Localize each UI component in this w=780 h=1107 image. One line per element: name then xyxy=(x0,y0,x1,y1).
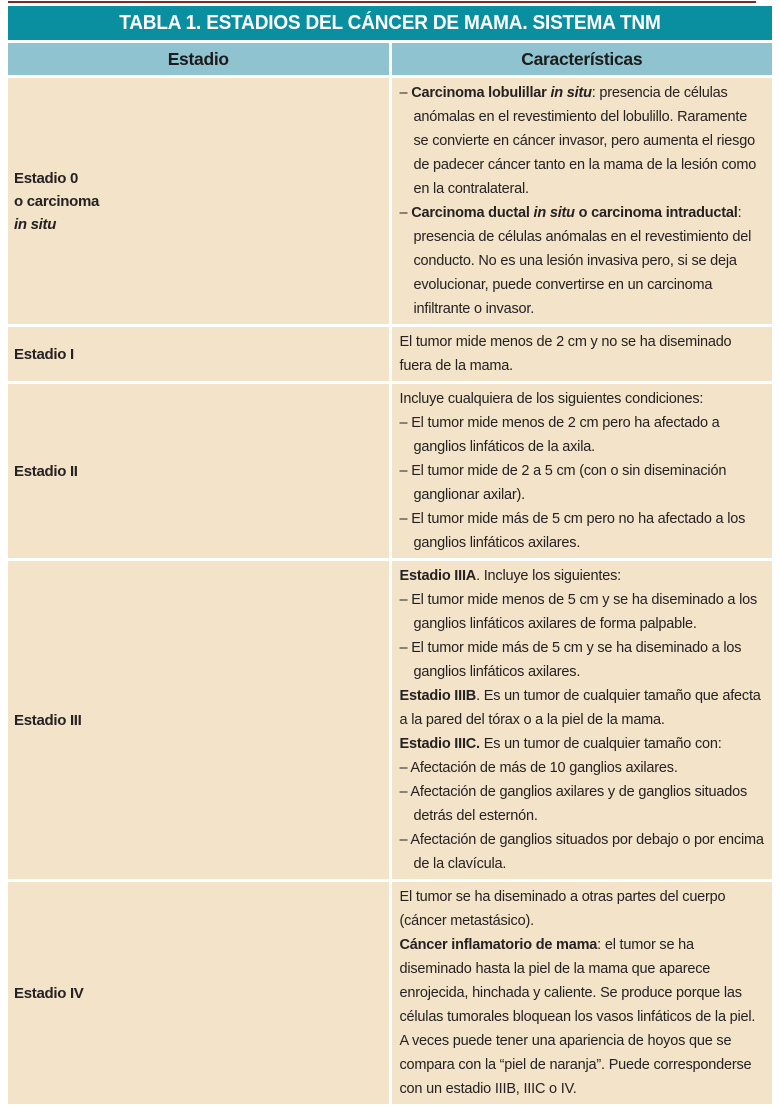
characteristics-cell xyxy=(392,561,773,879)
table-header-row xyxy=(8,43,772,75)
bullet-item xyxy=(400,459,765,507)
table-row xyxy=(8,384,772,558)
table-body xyxy=(8,6,772,1104)
bullet-item xyxy=(400,828,765,876)
text-run: . Incluye los siguientes: xyxy=(476,568,621,584)
paragraph xyxy=(400,933,765,1101)
text-run: – xyxy=(399,205,412,221)
table-row xyxy=(8,561,772,879)
paragraph xyxy=(400,564,765,588)
text-run: – Afectación de ganglios situados por debajo o por encima de la clavícula. xyxy=(399,832,764,872)
text-run: Estadio I xyxy=(14,345,74,363)
text-run: Cáncer inflamatorio de mama xyxy=(399,937,598,953)
bullet-item xyxy=(400,636,765,684)
characteristics-cell xyxy=(392,327,773,381)
stage-label xyxy=(14,213,387,236)
text-run: Estadio II xyxy=(14,462,78,480)
text-run: El tumor mide menos de 2 cm y no se ha diseminado fuera de la mama. xyxy=(399,334,732,374)
text-run: Estadio IV xyxy=(14,984,84,1002)
table-title-cell xyxy=(8,6,772,40)
stage-label xyxy=(14,167,387,190)
text-run: in situ xyxy=(550,85,592,101)
table-row xyxy=(8,78,772,324)
text-run: : presencia de células anómalas en el revestimiento del conducto. No es una lesión invasiva pero, si se deja evolucionar, puede convertirse en un carcinoma infiltrante o invasor. xyxy=(413,205,752,317)
text-run: Estadio IIIA xyxy=(399,568,477,584)
bullet-item xyxy=(400,588,765,636)
text-run: in situ xyxy=(533,205,575,221)
bullet-item xyxy=(400,201,765,321)
text-run: Incluye cualquiera de los siguientes condiciones: xyxy=(399,391,704,407)
bullet-item xyxy=(400,411,765,459)
text-run: Estadio IIIB xyxy=(399,688,477,704)
text-run: Es un tumor de cualquier tamaño con: xyxy=(479,736,722,752)
bullet-item xyxy=(400,81,765,201)
paragraph xyxy=(400,732,765,756)
text-run: Carcinoma ductal xyxy=(411,205,534,221)
bullet-item xyxy=(400,780,765,828)
paragraph xyxy=(400,387,765,411)
text-run: – El tumor mide menos de 2 cm pero ha afectado a ganglios linfáticos de la axila. xyxy=(399,415,720,455)
stage-label xyxy=(14,460,387,483)
text-run: – El tumor mide más de 5 cm y se ha diseminado a los ganglios linfáticos axilares. xyxy=(399,640,742,680)
text-run: in situ xyxy=(14,215,57,233)
stage-cell xyxy=(8,561,389,879)
table-title: TABLA 1. ESTADIOS DEL CÁNCER DE MAMA. SISTEMA TNM xyxy=(119,11,661,34)
stage-label xyxy=(14,190,387,213)
text-run: – El tumor mide más de 5 cm pero no ha afectado a los ganglios linfáticos axilares. xyxy=(399,511,746,551)
text-run: : el tumor se ha diseminado hasta la piel de la mama que aparece enrojecida, hinchada y caliente. Se produce porque las células tumorales bloquean los vasos linfáticos de la piel. A veces puede tener una apariencia de hoyos que se compara con la “piel de naranja”. Puede corresponderse con un estadio IIIB, IIIC o IV. xyxy=(399,937,756,1097)
text-run: – Afectación de más de 10 ganglios axilares. xyxy=(399,760,678,776)
paragraph xyxy=(400,684,765,732)
stage-cell xyxy=(8,327,389,381)
text-run: Estadio IIIC. xyxy=(399,736,480,752)
text-run: – Afectación de ganglios axilares y de ganglios situados detrás del esternón. xyxy=(399,784,748,824)
stage-label xyxy=(14,709,387,732)
text-run: El tumor se ha diseminado a otras partes del cuerpo (cáncer metastásico). xyxy=(399,889,726,929)
stage-cell xyxy=(8,78,389,324)
text-run: – El tumor mide menos de 5 cm y se ha diseminado a los ganglios linfáticos axilares de forma palpable. xyxy=(399,592,758,632)
characteristics-cell xyxy=(392,78,773,324)
text-run: : presencia de células anómalas en el revestimiento del lobulillo. Raramente se convierte en cáncer invasor, pero aumenta el riesgo de padecer cáncer tanto en la mama de la lesión como en la contralateral. xyxy=(413,85,757,197)
characteristics-cell xyxy=(392,384,773,558)
text-run: Carcinoma lobulillar xyxy=(411,85,551,101)
text-run: – El tumor mide de 2 a 5 cm (con o sin diseminación ganglionar axilar). xyxy=(399,463,727,503)
column-header-estadio: Estadio xyxy=(8,43,389,75)
text-run: . Es un tumor de cualquier tamaño que afecta a la pared del tórax o a la piel de la mama. xyxy=(399,688,761,728)
tnm-staging-table xyxy=(5,3,775,1107)
table-row xyxy=(8,882,772,1104)
column-header-caracteristicas: Características xyxy=(392,43,773,75)
stage-label xyxy=(14,982,387,1005)
paragraph xyxy=(400,885,765,933)
table-row xyxy=(8,327,772,381)
stage-cell xyxy=(8,882,389,1104)
characteristics-cell xyxy=(392,882,773,1104)
text-run: o carcinoma intraductal xyxy=(574,205,738,221)
stage-cell xyxy=(8,384,389,558)
text-run: Estadio 0 xyxy=(14,169,78,187)
text-run: Estadio III xyxy=(14,711,82,729)
stage-label xyxy=(14,343,387,366)
text-run: o carcinoma xyxy=(14,192,100,210)
paragraph xyxy=(400,330,765,378)
bullet-item xyxy=(400,507,765,555)
text-run: – xyxy=(399,85,412,101)
bullet-item xyxy=(400,756,765,780)
table-title-row xyxy=(8,6,772,40)
